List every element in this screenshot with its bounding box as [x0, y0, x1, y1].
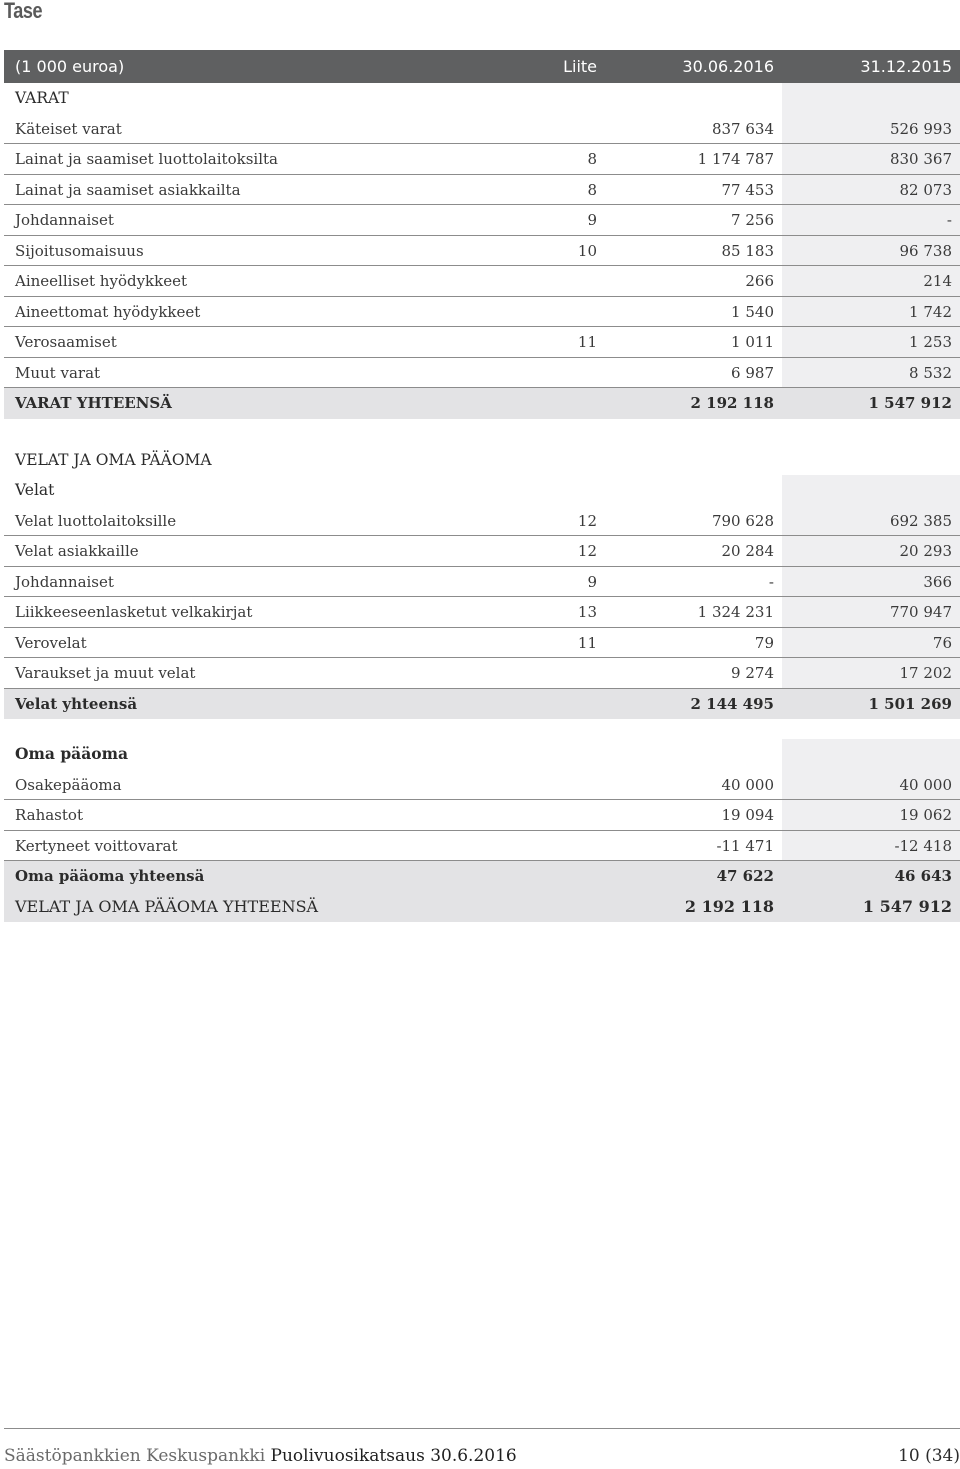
row-current: 20 284 [721, 542, 774, 560]
total-previous: 1 547 912 [868, 394, 952, 412]
table-row [4, 831, 960, 862]
total-current: 2 144 495 [690, 694, 774, 713]
table-row [4, 628, 960, 659]
table-row [4, 266, 960, 297]
note-column-header: Liite [563, 57, 597, 76]
row-current: 85 183 [721, 241, 774, 260]
grand-total-previous: 1 547 912 [862, 896, 952, 916]
row-label: Varaukset ja muut velat [15, 664, 196, 682]
total-label: VARAT YHTEENSÄ [15, 394, 172, 412]
row-current: -11 471 [716, 836, 774, 855]
row-label: Rahastot [15, 806, 83, 824]
row-note: 13 [577, 603, 597, 621]
row-current: 6 987 [731, 363, 774, 382]
table-header [4, 50, 960, 83]
row-current: 19 094 [721, 806, 774, 824]
row-previous: 1 742 [782, 297, 960, 327]
table-row [4, 567, 960, 598]
current-period-header: 30.06.2016 [682, 57, 774, 76]
row-note: 12 [577, 542, 597, 560]
row-label: Lainat ja saamiset luottolaitoksilta [15, 150, 278, 168]
table-row [4, 506, 960, 537]
row-note: 8 [587, 180, 597, 199]
subsection-heading-liabilities [4, 475, 960, 506]
total-previous: 46 643 [894, 867, 952, 885]
row-previous: 96 738 [782, 236, 960, 266]
subsection-heading-label: Oma pääoma [15, 744, 129, 763]
row-current: 1 324 231 [697, 603, 774, 621]
total-previous: 1 501 269 [868, 694, 952, 713]
row-previous: 82 073 [782, 175, 960, 205]
row-previous: 692 385 [782, 506, 960, 536]
row-label: Johdannaiset [15, 211, 114, 229]
row-label: Lainat ja saamiset asiakkailta [15, 180, 241, 199]
unit-label: (1 000 euroa) [15, 57, 125, 76]
row-current: 77 453 [721, 180, 774, 199]
previous-cell [782, 475, 960, 506]
table-row [4, 236, 960, 267]
table-row [4, 536, 960, 567]
row-label: Johdannaiset [15, 572, 114, 591]
row-current: 7 256 [731, 211, 774, 229]
row-note: 11 [577, 633, 597, 652]
row-label: Verosaamiset [15, 333, 117, 351]
table-row [4, 205, 960, 236]
table-row [4, 297, 960, 328]
grand-total-row [4, 892, 960, 923]
section-heading-label: VARAT [15, 89, 69, 107]
row-label: Kertyneet voittovarat [15, 836, 178, 855]
assets-total-row [4, 388, 960, 419]
row-previous: 1 253 [782, 327, 960, 357]
row-label: Osakepääoma [15, 775, 122, 794]
row-previous: 8 532 [782, 358, 960, 388]
total-current: 47 622 [716, 867, 774, 885]
grand-total-label: VELAT JA OMA PÄÄOMA YHTEENSÄ [15, 896, 319, 916]
row-label: Velat luottolaitoksille [15, 511, 177, 530]
page-title: Tase [4, 0, 43, 23]
row-current: 40 000 [721, 775, 774, 794]
row-current: - [768, 572, 774, 591]
footer-organization: Säästöpankkien Keskuspankki [4, 1446, 266, 1466]
footer-document: Puolivuosikatsaus 30.6.2016 [270, 1446, 517, 1466]
row-previous: 770 947 [782, 597, 960, 627]
row-previous: 526 993 [782, 114, 960, 144]
row-note: 11 [577, 333, 597, 351]
row-note: 9 [587, 572, 597, 591]
row-label: Aineettomat hyödykkeet [15, 302, 201, 321]
section-heading-liabilities-equity [4, 445, 960, 476]
table-row [4, 658, 960, 689]
row-note: 12 [577, 511, 597, 530]
table-row [4, 358, 960, 389]
section-heading-assets [4, 83, 960, 114]
liabilities-total-row [4, 689, 960, 720]
row-previous: 366 [782, 567, 960, 597]
table-row [4, 144, 960, 175]
row-previous: - [782, 205, 960, 235]
table-row [4, 114, 960, 145]
row-previous: -12 418 [782, 831, 960, 861]
row-current: 837 634 [711, 119, 774, 138]
row-current: 266 [745, 272, 774, 290]
row-note: 9 [587, 211, 597, 229]
subsection-heading-label: Velat [15, 481, 55, 499]
total-current: 2 192 118 [690, 394, 774, 412]
row-label: Verovelat [15, 633, 87, 652]
previous-cell [782, 739, 960, 770]
row-label: Sijoitusomaisuus [15, 241, 144, 260]
table-row [4, 800, 960, 831]
total-label: Oma pääoma yhteensä [15, 867, 205, 885]
table-row [4, 175, 960, 206]
table-row [4, 327, 960, 358]
equity-total-row [4, 861, 960, 892]
row-current: 1 011 [731, 333, 774, 351]
row-current: 79 [754, 633, 774, 652]
grand-total-current: 2 192 118 [684, 896, 774, 916]
balance-sheet-table [4, 50, 960, 922]
row-previous: 76 [782, 628, 960, 658]
row-label: Muut varat [15, 363, 101, 382]
previous-period-header: 31.12.2015 [860, 57, 952, 76]
total-label: Velat yhteensä [15, 694, 138, 713]
row-current: 1 174 787 [697, 150, 774, 168]
row-previous: 19 062 [782, 800, 960, 830]
page-footer [4, 1428, 960, 1469]
section-heading-label: VELAT JA OMA PÄÄOMA [15, 450, 212, 469]
row-previous: 830 367 [782, 144, 960, 174]
row-note: 8 [587, 150, 597, 168]
row-note: 10 [577, 241, 597, 260]
row-label: Käteiset varat [15, 119, 122, 138]
row-previous: 20 293 [782, 536, 960, 566]
row-previous: 17 202 [782, 658, 960, 688]
row-current: 790 628 [711, 511, 774, 530]
footer-page-number: 10 (34) [898, 1446, 960, 1466]
table-row [4, 597, 960, 628]
row-label: Aineelliset hyödykkeet [15, 272, 188, 290]
previous-cell [782, 83, 960, 114]
table-row [4, 770, 960, 801]
subsection-heading-equity [4, 739, 960, 770]
row-current: 1 540 [731, 302, 774, 321]
row-previous: 40 000 [782, 770, 960, 800]
row-current: 9 274 [731, 664, 774, 682]
row-label: Velat asiakkaille [15, 542, 139, 560]
footer-left [4, 1446, 517, 1466]
row-label: Liikkeeseenlasketut velkakirjat [15, 603, 253, 621]
row-previous: 214 [782, 266, 960, 296]
